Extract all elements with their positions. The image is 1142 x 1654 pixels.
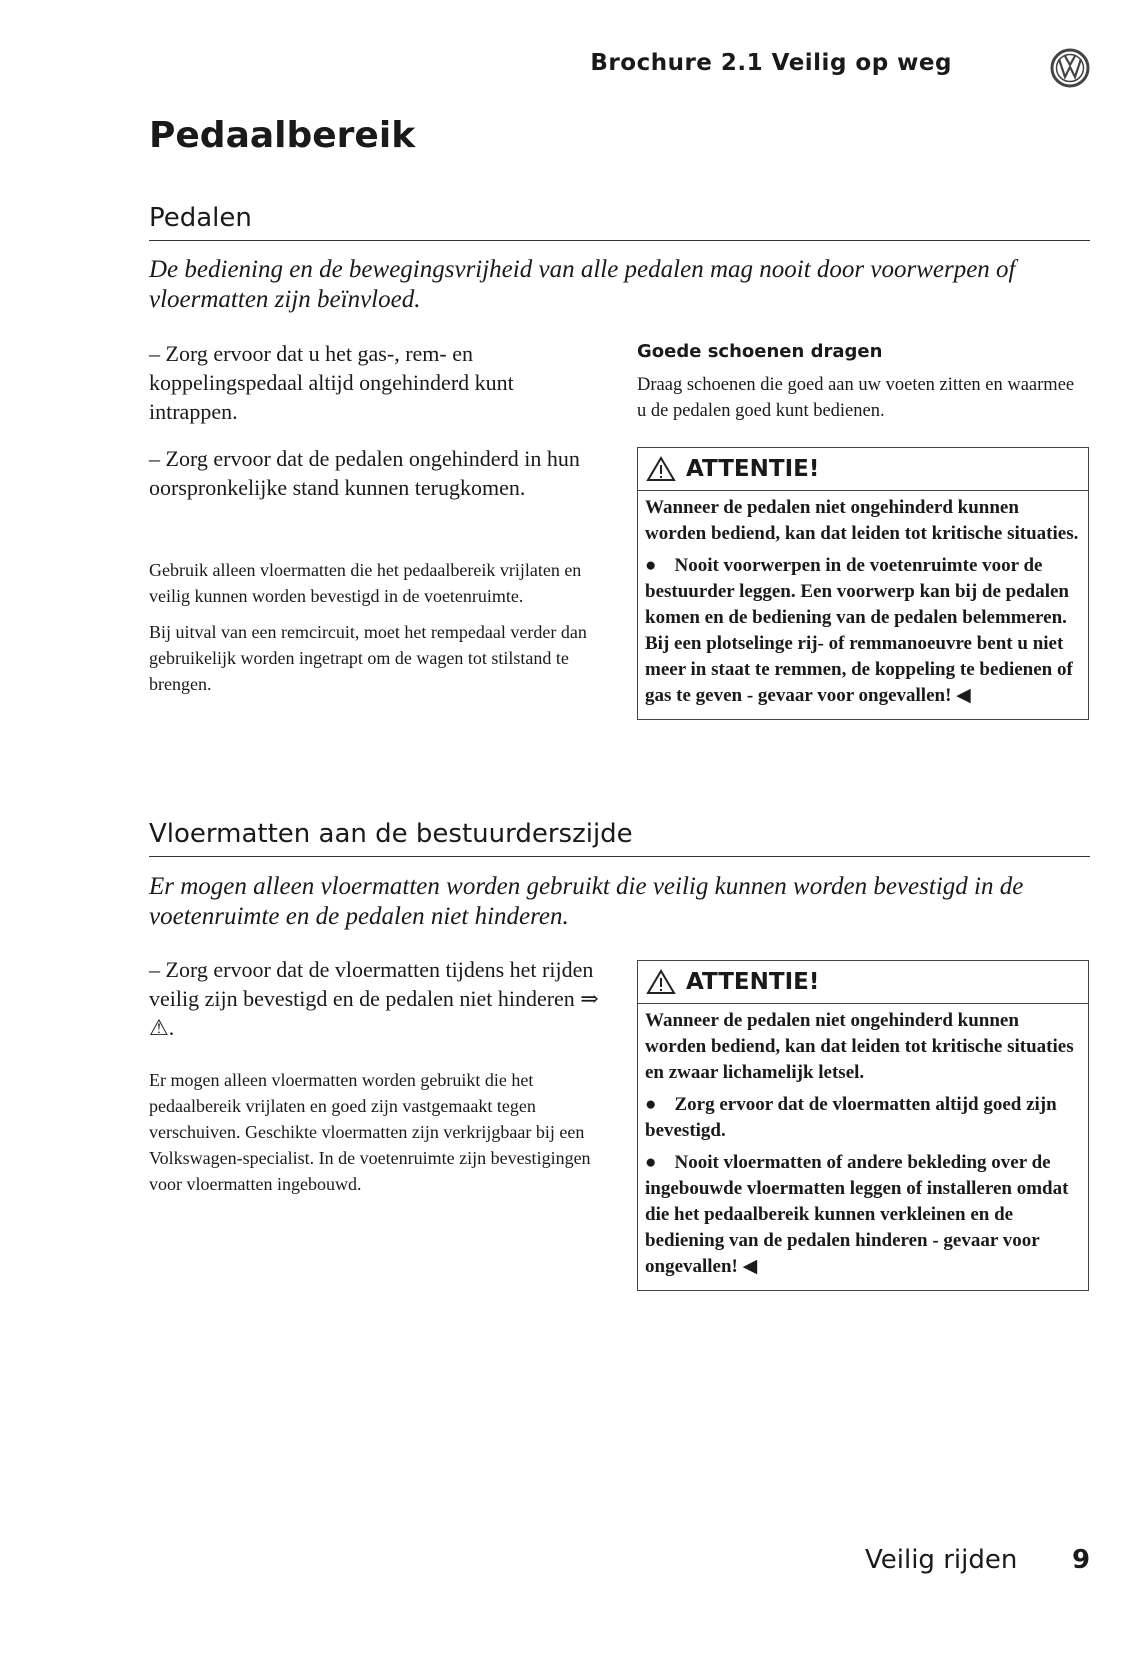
side-text: Draag schoenen die goed aan uw voeten zitten en waarmee u de pedalen goed kunt bedienen. [637,375,1075,421]
footer-chapter: Veilig rijden [865,1545,1018,1575]
bullet-icon: ● [645,1094,657,1115]
notes [149,1067,599,1207]
warning-bullet: Zorg ervoor dat de vloermatten altijd goed zijn bevestigd. [645,1094,1057,1141]
divider [149,240,1090,241]
warning-triangle-icon [646,969,676,995]
warning-box [637,960,1089,1291]
list-item: – Zorg ervoor dat u het gas-, rem- en koppelingspedaal altijd ongehinderd kunt intrappen. [149,341,514,424]
divider [149,856,1090,857]
warning-bullet: Nooit vloermatten of andere bekleding over de ingebouwde vloermatten leggen of installeren omdat die het pedaalbereik kunnen verkleinen en de bediening van de pedalen hinderen - gevaar voor ongevallen! ◀ [645,1152,1069,1277]
running-header: Brochure 2.1 Veilig op weg [590,50,952,76]
note: Er mogen alleen vloermatten worden gebruikt die het pedaalbereik vrijlaten en goed zijn vastgemaakt tegen verschuiven. Geschikte vloermatten zijn verkrijgbaar bij een Volkswagen-specialist. In de voetenruimte zijn bevestigingen voor vloermatten ingebouwd. [149,1070,591,1194]
note: Bij uitval van een remcircuit, moet het rempedaal verder dan gebruikelijk worden ingetrapt om de wagen tot stilstand te brengen. [149,622,587,694]
warning-box [637,447,1089,720]
warning-title: ATTENTIE! [686,456,820,482]
section-lead: Er mogen alleen vloermatten worden gebruikt die veilig kunnen worden bevestigd in de voetenruimte en de pedalen niet hinderen. [149,873,1024,930]
list-item: – Zorg ervoor dat de pedalen ongehinderd in hun oorspronkelijke stand kunnen terugkomen. [149,446,580,500]
list-item: – Zorg ervoor dat de vloermatten tijdens het rijden veilig zijn bevestigd en de pedalen niet hinderen ⇒ ⚠. [149,957,599,1040]
section-heading-vloermatten: Vloermatten aan de bestuurderszijde [149,819,633,849]
note: Gebruik alleen vloermatten die het pedaalbereik vrijlaten en veilig kunnen worden bevestigd in de voetenruimte. [149,560,582,606]
bullet-icon: ● [645,555,657,576]
warning-intro: Wanneer de pedalen niet ongehinderd kunnen worden bediend, kan dat leiden tot kritische situaties en zwaar lichamelijk letsel. [645,1010,1074,1083]
side-heading: Goede schoenen dragen [637,341,883,362]
page-number: 9 [1072,1545,1091,1575]
notes [149,557,599,707]
warning-title: ATTENTIE! [686,969,820,995]
bullet-icon: ● [645,1152,657,1173]
vw-logo-icon [1050,48,1090,88]
section-heading-pedalen: Pedalen [149,203,252,233]
warning-bullet: Nooit voorwerpen in de voetenruimte voor de bestuurder leggen. Een voorwerp kan bij de pedalen komen en de bediening van de pedalen belemmeren. Bij een plotselinge rij- of remmanoeuvre bent u niet meer in staat te remmen, de koppeling te bedienen of gas te geven - gevaar voor ongevallen! ◀ [645,555,1073,706]
page-title: Pedaalbereik [149,115,416,156]
warning-triangle-icon [646,456,676,482]
warning-intro: Wanneer de pedalen niet ongehinderd kunnen worden bediend, kan dat leiden tot kritische situaties. [645,497,1079,544]
section-lead: De bediening en de bewegingsvrijheid van alle pedalen mag nooit door voorwerpen of vloermatten zijn beïnvloed. [149,256,1016,313]
